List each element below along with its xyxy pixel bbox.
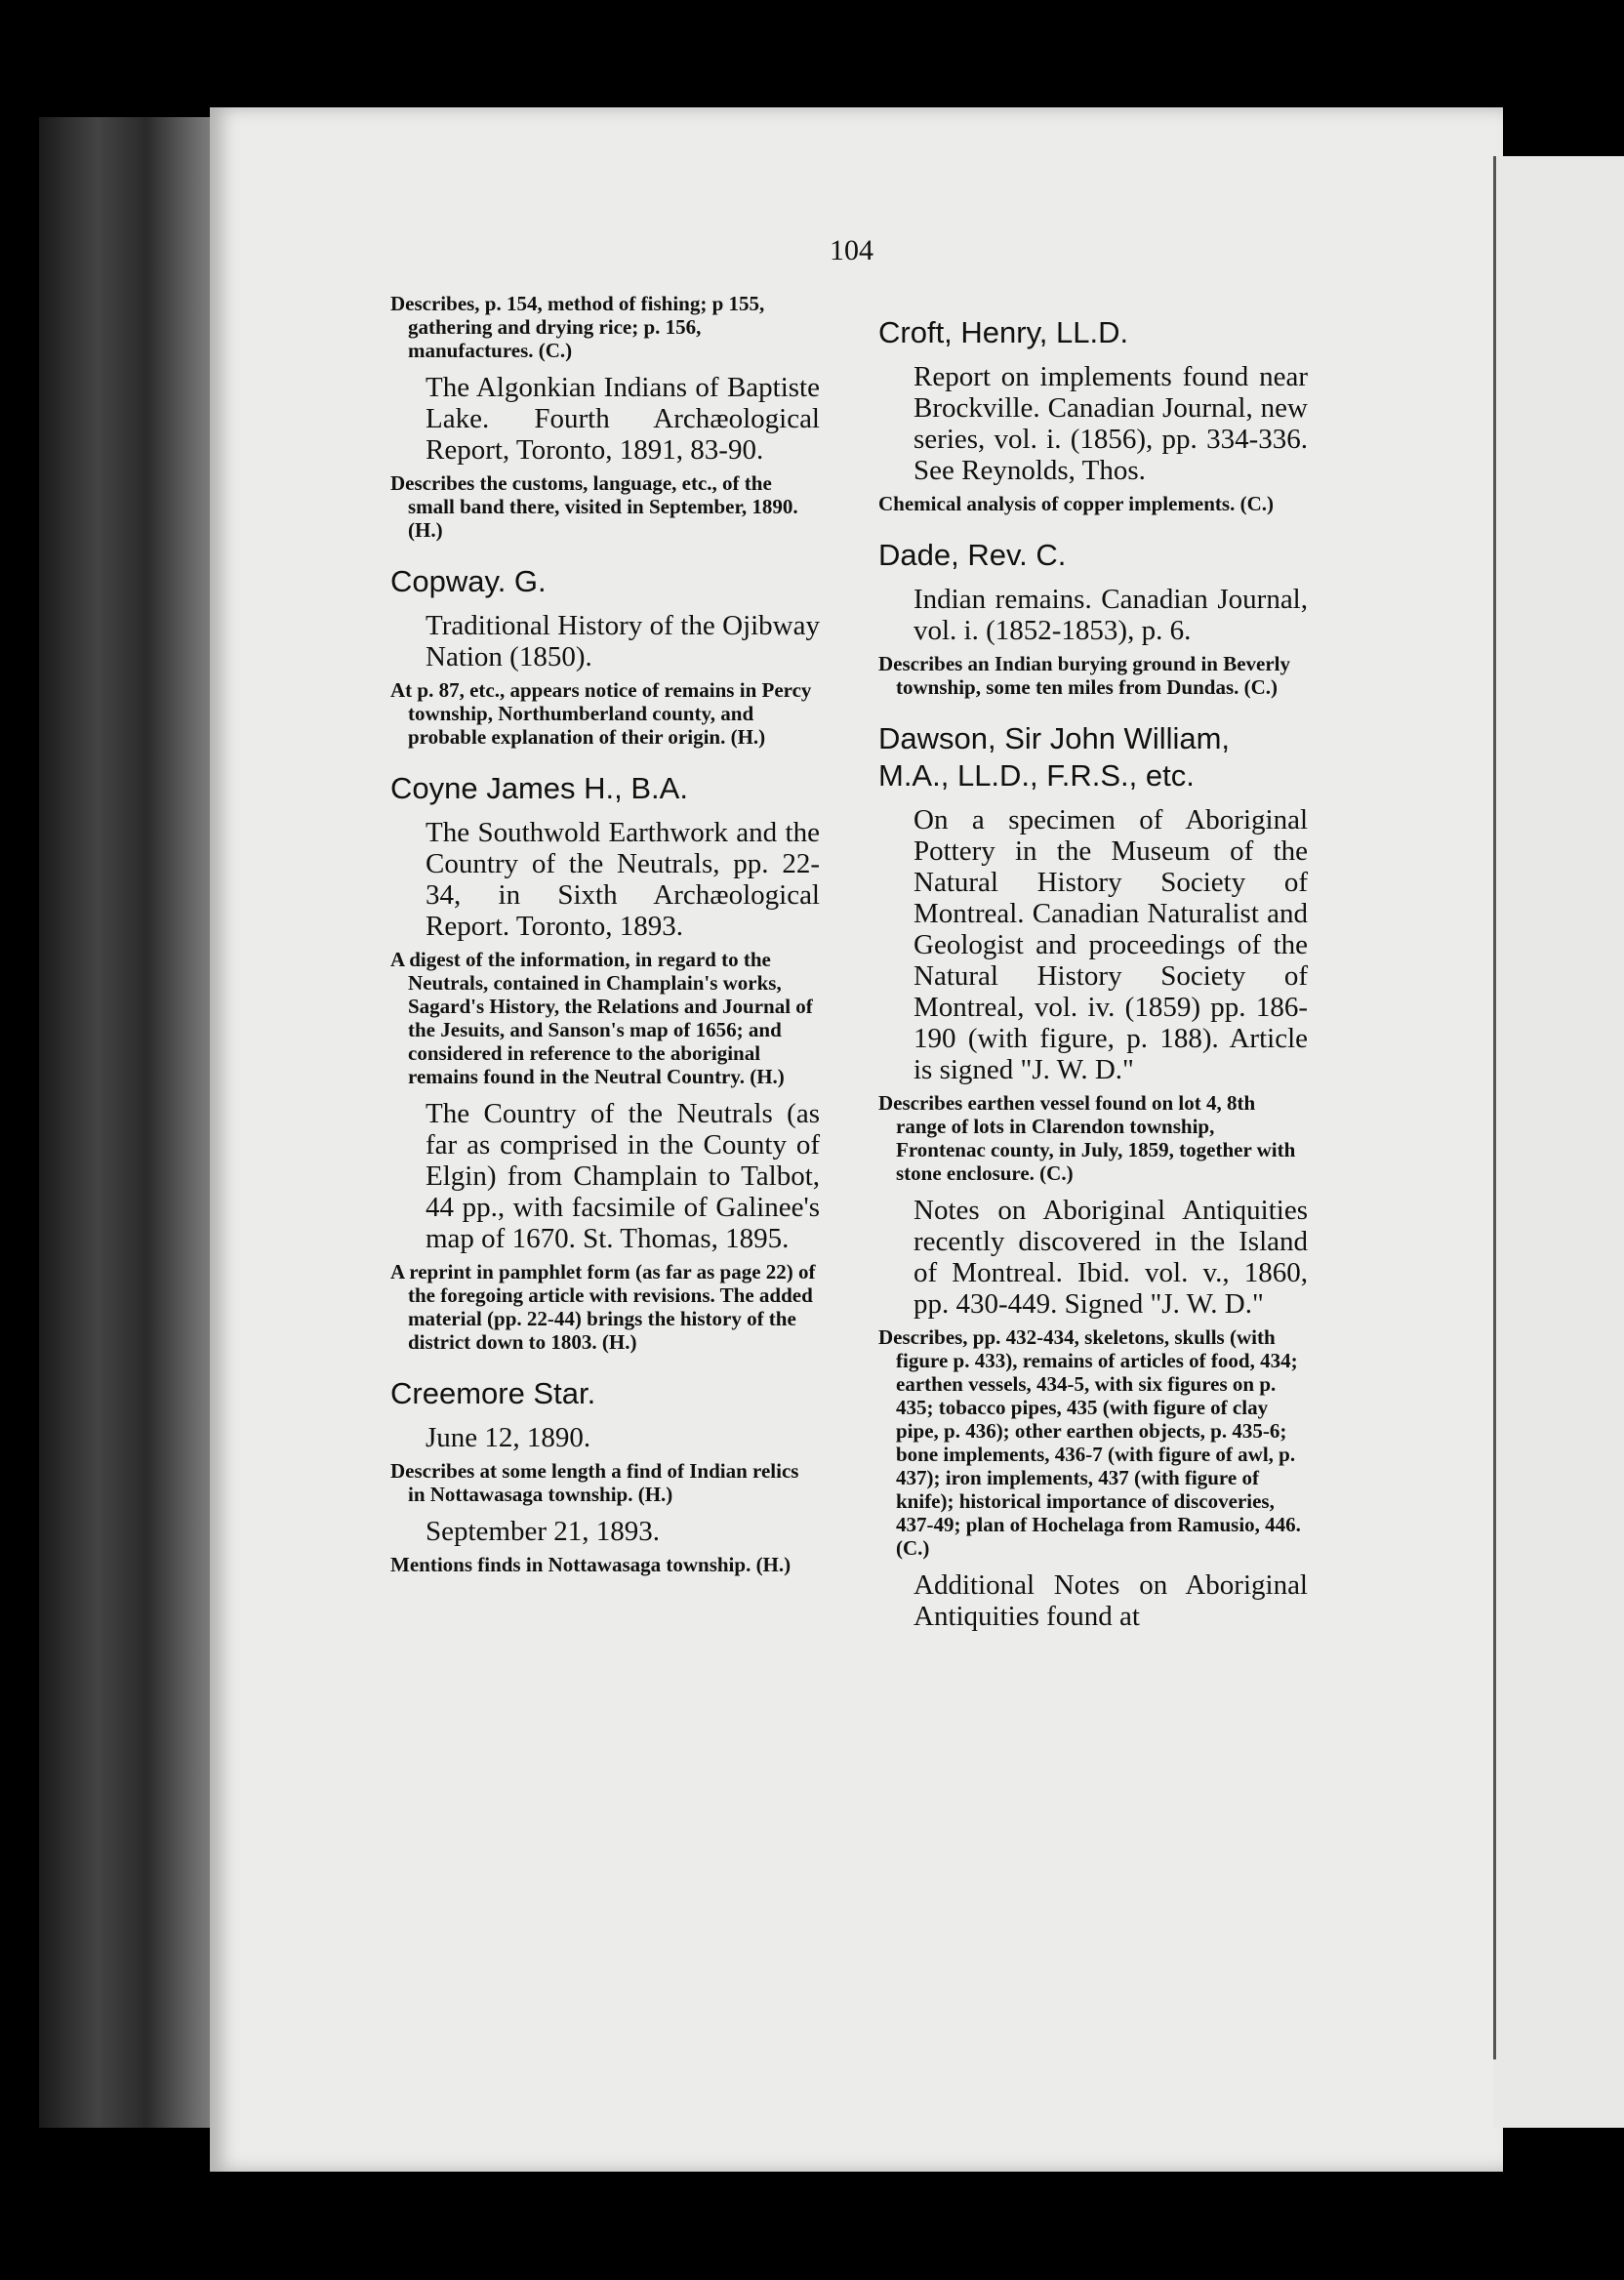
entry-title: Traditional History of the Ojibway Nation (1850).	[426, 610, 820, 672]
entry-note: Describes, pp. 432-434, skeletons, skulls (with figure p. 433), remains of articles of food, 434; earthen vessels, 434-5, with six figures on p. 435; tobacco pipes, 435 (with figure of clay pipe, p. 436); other earthen objects, p. 435-6; bone implements, 436-7 (with figure of awl, p. 437); iron implements, 437 (with figure of knife); historical importance of discoveries, 437-49; plan of Hochelaga from Ramusio, 446. (C.)	[878, 1325, 1301, 1560]
entry-title: September 21, 1893.	[426, 1516, 661, 1547]
entry-note: A reprint in pamphlet form (as far as page 22) of the foregoing article with revisions. The added material (pp. 22-44) brings the history of the district down to 1803. (H.)	[390, 1260, 816, 1354]
entry-note: Chemical analysis of copper implements. (C.)	[878, 492, 1274, 515]
entry-title: June 12, 1890.	[426, 1422, 591, 1453]
entry-title: The Algonkian Indians of Baptiste Lake. Fourth Archæological Report, Toronto, 1891, 83-90.	[426, 372, 820, 466]
entry-note: Describes an Indian burying ground in Beverly township, some ten miles from Dundas. (C.)	[878, 652, 1291, 699]
entry-title: Notes on Aboriginal Antiquities recently discovered in the Island of Montreal. Ibid. vol. v., 1860, pp. 430-449. Signed "J. W. D."	[914, 1195, 1308, 1320]
entry-author: Coyne James H., B.A.	[390, 771, 688, 805]
entry-author: Dawson, Sir John William, M.A., LL.D., F.R.S., etc.	[878, 721, 1231, 793]
entry-note: Mentions finds in Nottawasaga township. (H.)	[390, 1553, 792, 1576]
entry-note: A digest of the information, in regard to the Neutrals, contained in Champlain's works, Sagard's History, the Relations and Journal of the Jesuits, and Sanson's map of 1656; and considered in reference to the aboriginal remains found in the Neutral Country. (H.)	[390, 948, 813, 1088]
entry-title: Report on implements found near Brockville. Canadian Journal, new series, vol. i. (1856), pp. 334-336. See Reynolds, Thos.	[914, 361, 1308, 486]
entry-author: Dade, Rev. C.	[878, 538, 1067, 572]
page-number: 104	[830, 234, 873, 266]
book-edge	[39, 117, 234, 2128]
entry-title: On a specimen of Aboriginal Pottery in the Museum of the Natural History Society of Montreal. Canadian Naturalist and Geologist and proceedings of the Natural History Society of Montreal, vol. iv. (1859) pp. 186-190 (with figure, p. 188). Article is signed "J. W. D."	[914, 804, 1308, 1085]
entry-title: The Southwold Earthwork and the Country of the Neutrals, pp. 22-34, in Sixth Archæological Report. Toronto, 1893.	[426, 817, 820, 942]
entry-note: Describes at some length a find of Indian relics in Nottawasaga township. (H.)	[390, 1459, 799, 1506]
entry-note: Describes earthen vessel found on lot 4, 8th range of lots in Clarendon township, Frontenac county, in July, 1859, together with stone enclosure. (C.)	[878, 1091, 1296, 1185]
entry-title: Additional Notes on Aboriginal Antiquities found at	[914, 1569, 1308, 1632]
entry-note: Describes, p. 154, method of fishing; p 155, gathering and drying rice; p. 156, manufactures. (C.)	[390, 292, 765, 362]
facing-page-edge	[1493, 156, 1624, 2128]
right-column	[878, 293, 1308, 1638]
entry-title: Indian remains. Canadian Journal, vol. i. (1852-1853), p. 6.	[914, 584, 1308, 646]
page-fold-line	[1493, 156, 1496, 2059]
entry-author: Croft, Henry, LL.D.	[878, 315, 1129, 349]
entry-note: Describes the customs, language, etc., of the small band there, visited in September, 1890. (H.)	[390, 471, 798, 542]
entry-title: The Country of the Neutrals (as far as comprised in the County of Elgin) from Champlain to Talbot, 44 pp., with facsimile of Galinee's map of 1670. St. Thomas, 1895.	[426, 1098, 820, 1254]
entry-note: At p. 87, etc., appears notice of remains in Percy township, Northumberland county, and probable explanation of their origin. (H.)	[390, 678, 812, 749]
entry-author: Creemore Star.	[390, 1376, 596, 1410]
entry-author: Copway. G.	[390, 564, 547, 598]
left-column	[390, 288, 820, 1586]
